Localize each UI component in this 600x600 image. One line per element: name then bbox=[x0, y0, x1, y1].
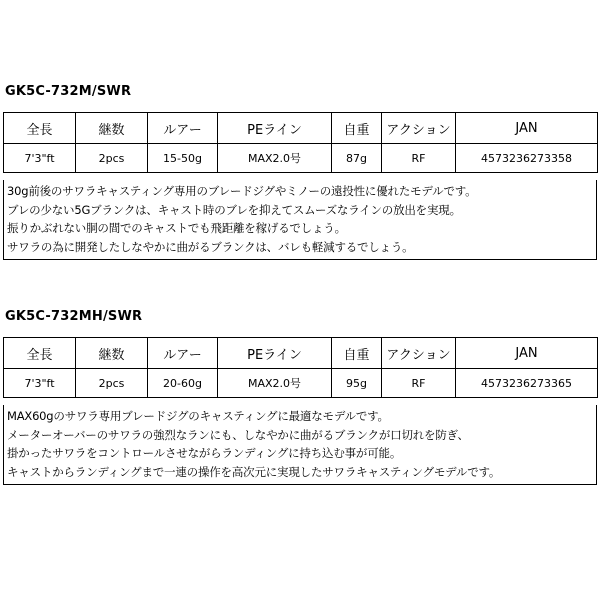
header-pieces: 継数 bbox=[76, 113, 148, 144]
model-name: GK5C-732MH/SWR bbox=[5, 309, 143, 324]
value-length: 7'3"ft bbox=[4, 369, 76, 398]
description-line: 30g前後のサワラキャスティング専用のブレードジグやミノーの遠投性に優れたモデルです。 bbox=[7, 184, 477, 198]
spec-value-row bbox=[4, 144, 598, 173]
header-lure: ルアー bbox=[148, 113, 218, 144]
description-line: ブレの少ない5Gブランクは、キャスト時のブレを抑えてスムーズなラインの放出を実現。 bbox=[7, 202, 461, 217]
spec-table bbox=[3, 112, 598, 173]
header-pe-line: PEライン bbox=[218, 113, 332, 144]
header-jan: JAN bbox=[456, 113, 598, 144]
value-action: RF bbox=[382, 144, 456, 173]
value-jan: 4573236273358 bbox=[456, 144, 598, 173]
description-line: 振りかぶれない胴の間でのキャストでも飛距離を稼げるでしょう。 bbox=[7, 221, 346, 235]
spec-header-row bbox=[4, 113, 598, 144]
value-lure: 15-50g bbox=[148, 144, 218, 173]
header-jan: JAN bbox=[456, 338, 598, 369]
value-lure: 20-60g bbox=[148, 369, 218, 398]
header-pe-line: PEライン bbox=[218, 338, 332, 369]
value-weight: 87g bbox=[332, 144, 382, 173]
value-pieces: 2pcs bbox=[76, 144, 148, 173]
header-action: アクション bbox=[382, 113, 456, 144]
header-weight: 自重 bbox=[332, 338, 382, 369]
value-pieces: 2pcs bbox=[76, 369, 148, 398]
header-length: 全長 bbox=[4, 338, 76, 369]
header-length: 全長 bbox=[4, 113, 76, 144]
header-pieces: 継数 bbox=[76, 338, 148, 369]
header-lure: ルアー bbox=[148, 338, 218, 369]
product-description bbox=[3, 180, 597, 260]
description-line: メーターオーバーのサワラの強烈なランにも、しなやかに曲がるブランクが口切れを防ぎ、 bbox=[7, 427, 469, 442]
spec-value-row bbox=[4, 369, 598, 398]
description-line: MAX60gのサワラ専用ブレードジグのキャスティングに最適なモデルです。 bbox=[7, 409, 389, 423]
description-line: 掛かったサワラをコントロールさせながらランディングに持ち込む事が可能。 bbox=[7, 446, 402, 460]
description-line: キャストからランディングまで一連の操作を高次元に実現したサワラキャスティングモデルです。 bbox=[7, 464, 501, 479]
header-weight: 自重 bbox=[332, 113, 382, 144]
value-action: RF bbox=[382, 369, 456, 398]
description-line: サワラの為に開発したしなやかに曲がるブランクは、バレも軽減するでしょう。 bbox=[7, 239, 414, 254]
value-jan: 4573236273365 bbox=[456, 369, 598, 398]
spec-header-row bbox=[4, 338, 598, 369]
value-pe-line: MAX2.0号 bbox=[218, 369, 332, 398]
model-name: GK5C-732M/SWR bbox=[5, 84, 132, 99]
spec-table bbox=[3, 337, 598, 398]
product-description bbox=[3, 405, 597, 485]
value-length: 7'3"ft bbox=[4, 144, 76, 173]
value-weight: 95g bbox=[332, 369, 382, 398]
value-pe-line: MAX2.0号 bbox=[218, 144, 332, 173]
header-action: アクション bbox=[382, 338, 456, 369]
